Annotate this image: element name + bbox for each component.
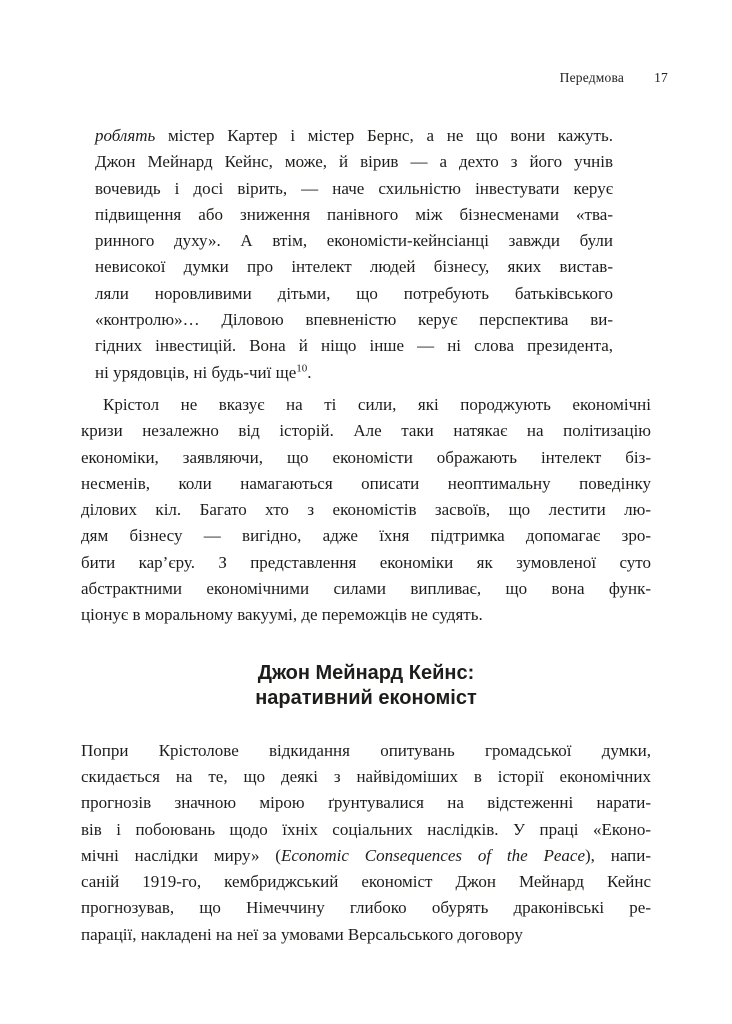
text-line: Джон Мейнард Кейнс, може, й вірив — а дехто з його учнів [95,152,613,172]
section-heading [81,661,651,711]
text-line: скидається на те, що деякі з найвідоміших в історії економічних [81,766,651,786]
italic-text: Economic Consequences of the Peace [280,845,585,865]
italic-text: роблять [95,126,156,145]
block-quote [81,123,651,386]
text-line: несменів, коли намагаються описати неоптимальну поведінку [81,473,651,493]
text-line: наративний економіст [255,686,477,709]
text-line: Попри Крістолове відкидання опитувань громадської думки, [81,740,651,760]
text-line: прогнозував, що Німеччину глибоко обурять драконівські ре- [81,898,651,918]
text-line: ні урядовців, ні будь-чиї $ще^{10}$. [95,362,312,382]
text-line: ляли норовливими дітьми, що потребують батьківського [95,283,613,303]
text-line: вочевидь і досі вірить, — наче схильністю інвестувати керує [95,178,613,198]
running-header [81,70,668,86]
text-line: бити кар’єру. З представлення економіки як зумовленої суто [81,552,651,572]
text-line: кризи незалежно від історій. Але таки натякає на політизацію [81,421,651,441]
text-line: парації, накладені на неї за умовами Версальського договору [81,924,523,944]
page-content [81,123,651,948]
text-line: гідних інвестицій. Вона й ніщо інше — ні слова президента, [95,336,613,356]
text-line: економіки, заявляючи, що економісти ображають інтелект біз- [81,447,651,467]
chapter-title: Передмова [559,70,625,85]
page-number: 17 [654,70,668,85]
text-line: ціонує в моральному вакуумі, де переможців не судять. [81,605,483,625]
text-line: вів і побоювань щодо їхніх соціальних наслідків. У праці «Еконо- [81,819,651,839]
text-line: Крістол не вказує на ті сили, які породжують економічні [103,394,651,414]
text-line: роблять містер Картер і містер Бернс, а не що вони кажуть. [95,126,613,145]
text-line: дям бізнесу — вигідно, адже їхня підтримка допомагає зро- [81,526,651,546]
text-line: прогнозів значною мірою ґрунтувалися на відстеженні нарати- [81,793,651,813]
text-line: ринного духу». А втім, економісти-кейнсіанці завжди були [95,231,613,251]
paragraph-kristol [81,392,651,629]
footnote-reference: 10 [296,362,308,375]
paragraph-keynes [81,738,651,948]
text-line: невисокої думки про інтелект людей бізнесу, яких вистав- [95,257,613,277]
text-line: підвищення або зниження панівного між бізнесменами «тва- [95,204,613,224]
text-line: Джон Мейнард Кейнс: [257,661,475,684]
text-line: абстрактними економічними силами випливає, що вона функ- [81,579,651,599]
text-line: саній 1919-го, кембриджський економіст Джон Мейнард Кейнс [81,872,651,892]
text-line: ділових кіл. Багато хто з економістів засвоїв, що лестити лю- [81,500,651,520]
text-line: мічні наслідки миру» (Economic Consequences of the Peace), напи- [81,845,652,865]
text-line: «контролю»… Діловою впевненістю керує перспектива ви- [95,310,613,330]
